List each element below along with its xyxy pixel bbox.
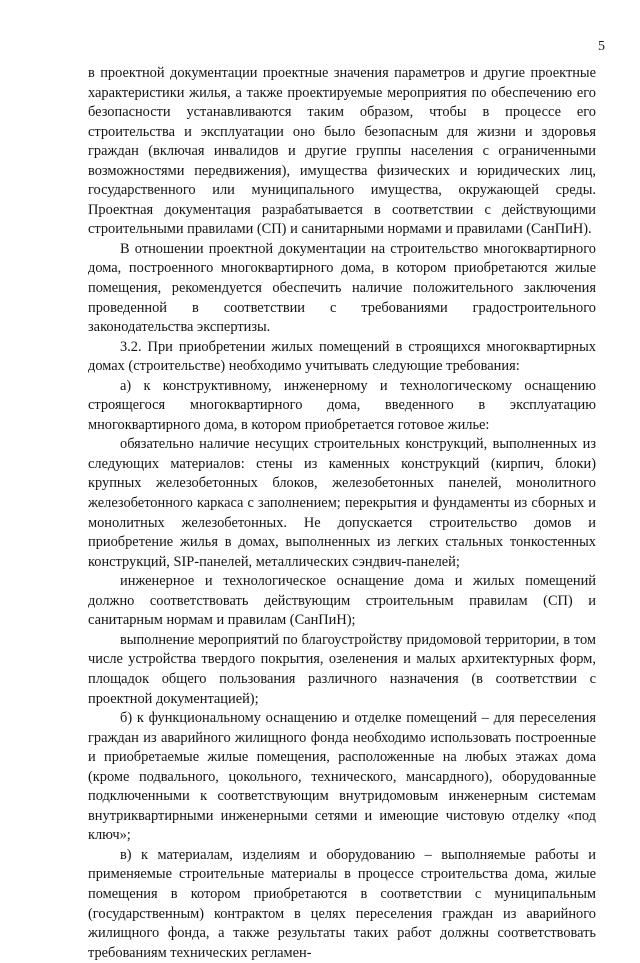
- paragraph-section-3-2: 3.2. При приобретении жилых помещений в строящихся многоквартирных домах (строительстве) необходимо учитывать следующие требования:: [88, 338, 596, 375]
- paragraph-expertise-recommendation: В отношении проектной документации на строительство многоквартирного дома, построенного многоквартирного дома, в котором приобретаются жилые помещения, рекомендуется обеспечить наличие положительного заключения проведенной в соответствии с требованиями градостроительного законодательства экспертизы.: [88, 240, 596, 336]
- page-number: 5: [598, 39, 605, 54]
- paragraph-load-bearing-structures: обязательно наличие несущих строительных конструкций, выполненных из следующих материалов: стены из каменных конструкций (кирпич, блоки) крупных железобетонных блоков, железобетонных панелей, монолитного железобетонного каркаса с заполнением; перекрытия и фундаменты из сборных и монолитных железобетонных. Не допускается строительство домов и приобретение жилья в домах, выполненных из легких стальных тонкостенных конструкций, SIP-панелей, металлических сэндвич-панелей;: [88, 436, 596, 570]
- paragraph-requirement-b: б) к функциональному оснащению и отделке помещений – для переселения граждан из аварийного жилищного фонда необходимо использовать построенные и приобретаемые жилые помещения, расположенные на любых этажах дома (кроме подвального, цокольного, технического, мансардного), оборудованные подключенными к соответствующим внутридомовым инженерным системам внутриквартирными инженерными сетями и имеющие чистовую отделку «под ключ»;: [88, 710, 596, 844]
- paragraph-requirement-a: а) к конструктивному, инженерному и технологическому оснащению строящегося многоквартирного дома, введенного в эксплуатацию многоквартирного дома, в котором приобретается готовое жилье:: [88, 377, 596, 433]
- document-body: [88, 64, 596, 963]
- paragraph-landscaping: выполнение мероприятий по благоустройству придомовой территории, в том числе устройства твердого покрытия, озеленения и малых архитектурных форм, площадок общего пользования различного назначения (в соответствии с проектной документацией);: [88, 631, 596, 707]
- paragraph-requirement-v: в) к материалам, изделиям и оборудованию – выполняемые работы и применяемые строительные материалы в процессе строительства дома, жилые помещения в котором приобретаются в соответствии с муниципальным (государственным) контрактом в целях переселения граждан из аварийного жилищного фонда, а также результаты таких работ должны соответствовать требованиям технических регламен-: [88, 846, 596, 961]
- paragraph-engineering-equipment: инженерное и технологическое оснащение дома и жилых помещений должно соответствовать действующим строительным правилам (СП) и санитарным нормам и правилам (СанПиН);: [88, 573, 596, 629]
- paragraph-project-documentation-continued: в проектной документации проектные значения параметров и другие проектные характеристики жилья, а также проектируемые мероприятия по обеспечению его безопасности устанавливаются таким образом, чтобы в процессе его строительства и эксплуатации оно было безопасным для жизни и здоровья граждан (включая инвалидов и другие группы населения с ограниченными возможностями передвижения), имущества физических и юридических лиц, государственного или муниципального имущества, окружающей среды. Проектная документация разрабатывается в соответствии с действующими строительными правилами (СП) и санитарными нормами и правилами (СанПиН).: [88, 65, 596, 238]
